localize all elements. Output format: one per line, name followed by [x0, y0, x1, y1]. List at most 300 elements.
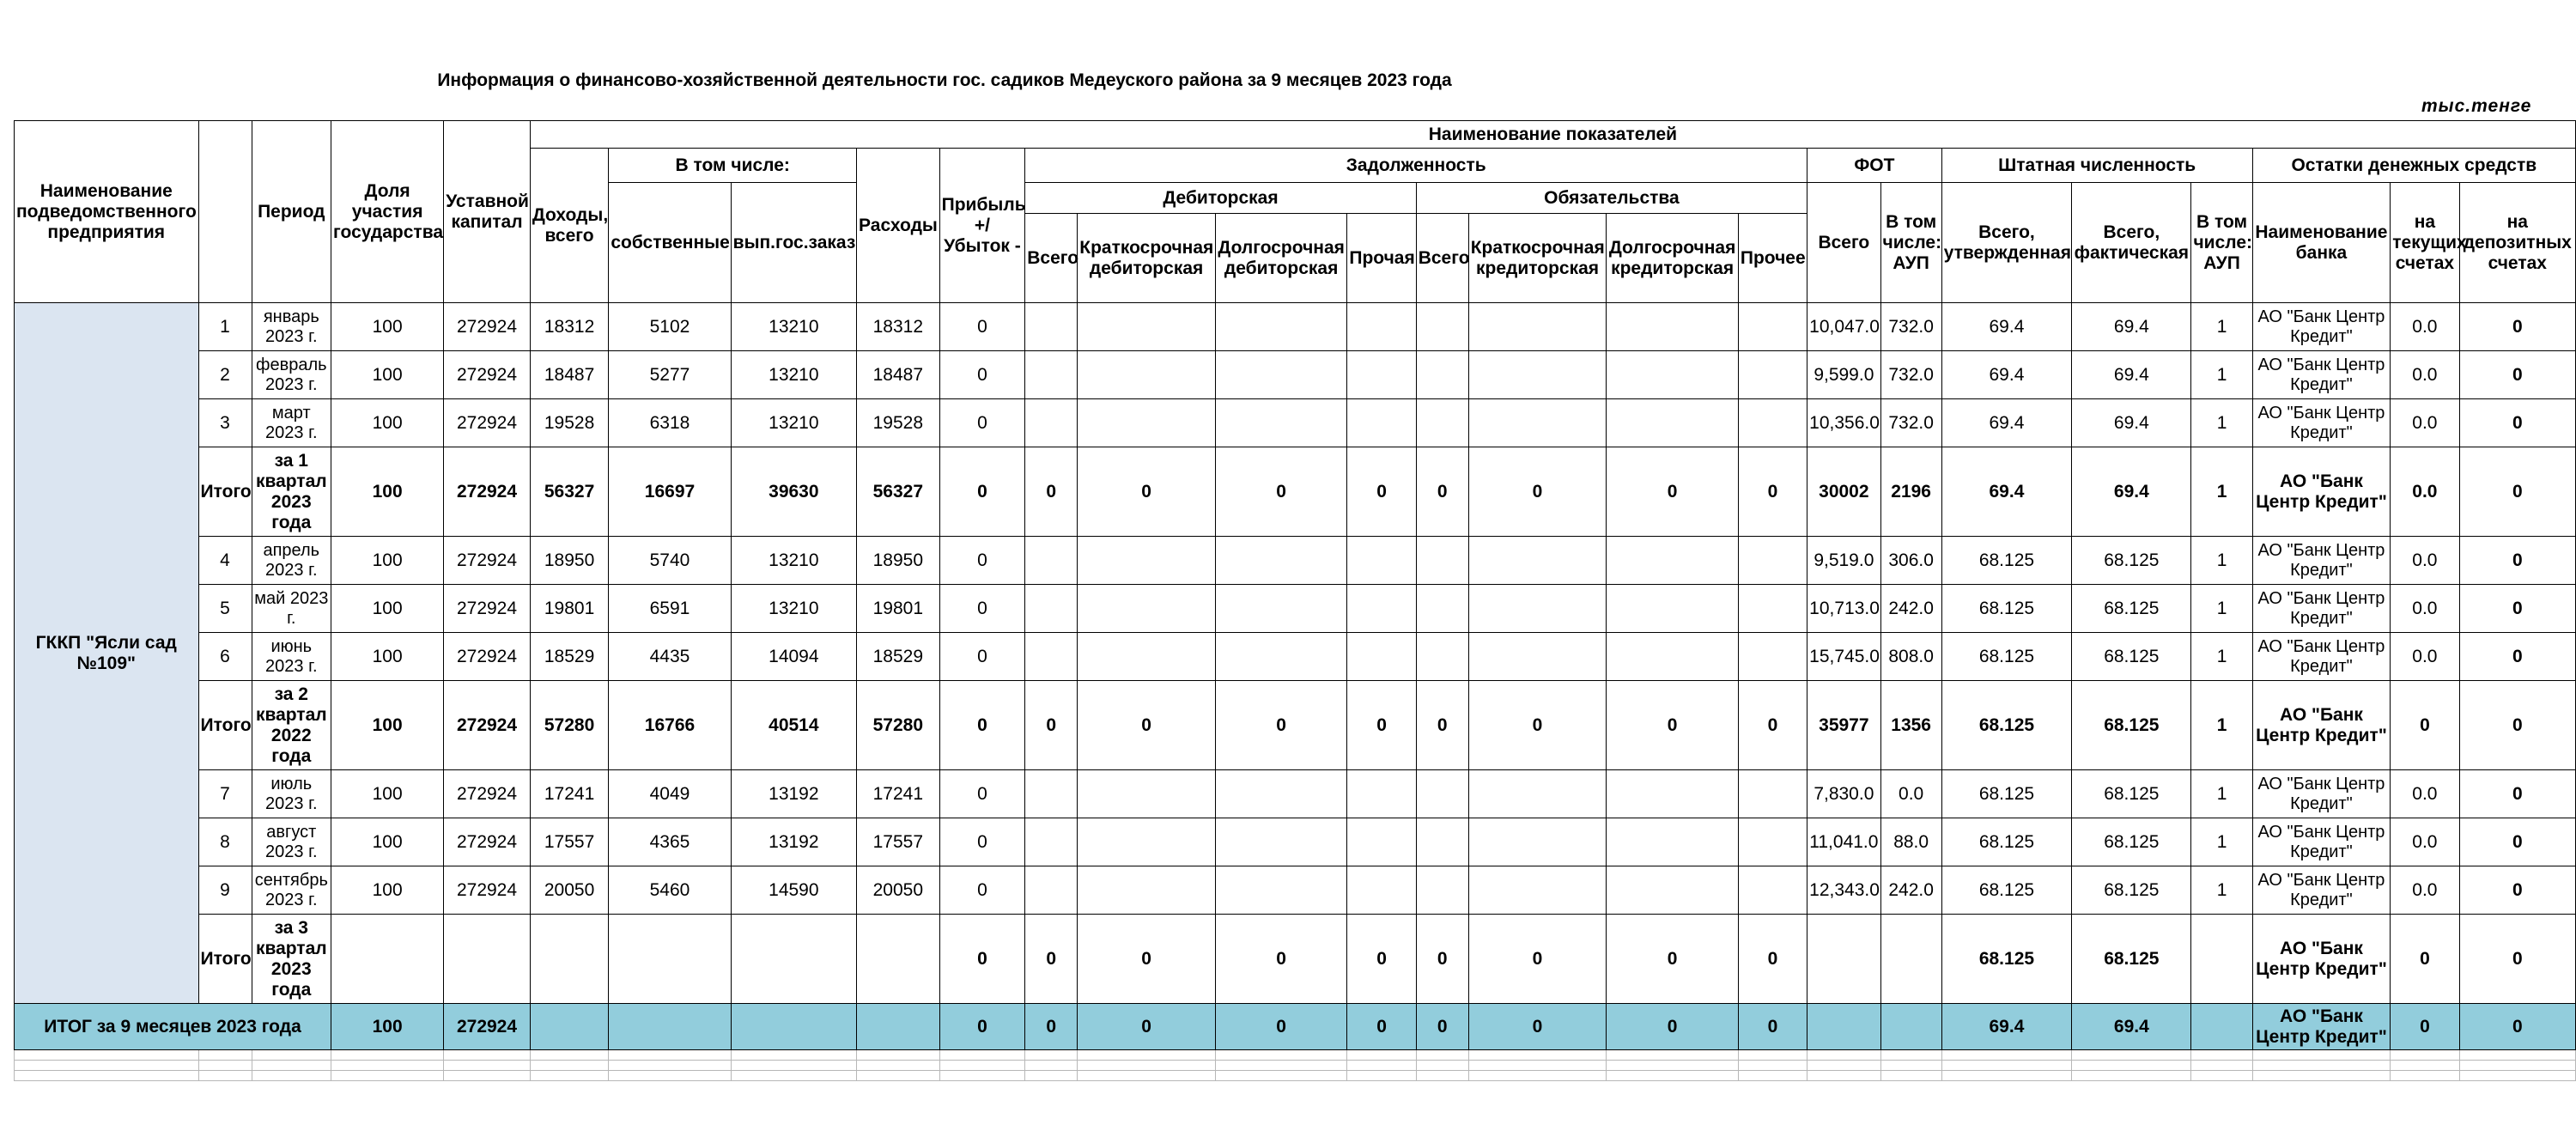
empty-cell [1025, 1061, 1078, 1071]
empty-cell [2391, 1071, 2459, 1081]
cell-deb-other [1347, 399, 1416, 447]
unit-label: тыс.тенге [2421, 96, 2532, 116]
total-fot [1807, 1004, 1880, 1050]
cell-dep: 0 [2459, 818, 2575, 866]
cell-profit: 0 [939, 770, 1025, 818]
cell-income: 19528 [530, 399, 609, 447]
cell-deb-long: 0 [1215, 681, 1347, 770]
cell-staff-fact: 69.4 [2072, 399, 2191, 447]
cell-state-order: 14590 [731, 866, 856, 915]
cell-obl-other: 0 [1738, 681, 1807, 770]
cell-fot-aup: 732.0 [1880, 351, 1941, 399]
cell-cur: 0.0 [2391, 399, 2459, 447]
empty-cell [1215, 1050, 1347, 1061]
empty-cell [1078, 1071, 1216, 1081]
header-staff: Штатная численность [1941, 149, 2252, 183]
cell-staff-fact: 69.4 [2072, 303, 2191, 351]
cell-staff-aup: 1 [2191, 447, 2252, 537]
cell-bank: АО "Банк Центр Кредит" [2252, 447, 2391, 537]
cell-obl-total [1416, 585, 1468, 633]
empty-cell [1078, 1050, 1216, 1061]
cell-share: 100 [331, 537, 444, 585]
empty-cell [1215, 1061, 1347, 1071]
cell-obl-long [1607, 303, 1739, 351]
cell-staff-aup: 1 [2191, 303, 2252, 351]
empty-cell [2072, 1071, 2191, 1081]
cell-expenses: 19801 [857, 585, 940, 633]
header-indicators: Наименование показателей [530, 121, 2575, 149]
cell-obl-long [1607, 537, 1739, 585]
cell-deb-other [1347, 537, 1416, 585]
row-number: 8 [198, 818, 252, 866]
cell-deb-short [1078, 866, 1216, 915]
total-deb-short: 0 [1078, 1004, 1216, 1050]
table-row [15, 351, 2576, 399]
cell-deb-total [1025, 399, 1078, 447]
cell-share: 100 [331, 770, 444, 818]
cell-income: 19801 [530, 585, 609, 633]
period-cell: февраль 2023 г. [252, 351, 331, 399]
period-cell: за 3 квартал 2023 года [252, 915, 331, 1004]
cell-deb-short: 0 [1078, 447, 1216, 537]
cell-state-order: 13210 [731, 585, 856, 633]
cell-staff-fact: 68.125 [2072, 585, 2191, 633]
empty-cell [2459, 1061, 2575, 1071]
cell-deb-long: 0 [1215, 915, 1347, 1004]
empty-cell [1025, 1071, 1078, 1081]
cell-obl-long: 0 [1607, 681, 1739, 770]
cell-staff-fact: 68.125 [2072, 537, 2191, 585]
empty-cell [2391, 1061, 2459, 1071]
header-liabilities: Обязательства [1416, 183, 1807, 214]
empty-cell [15, 1061, 199, 1071]
header-period: Период [252, 121, 331, 303]
cell-fot-aup: 0.0 [1880, 770, 1941, 818]
total-deb-other: 0 [1347, 1004, 1416, 1050]
header-expenses: Расходы [857, 149, 940, 303]
table-body [15, 121, 2576, 1081]
cell-obl-short [1468, 633, 1607, 681]
empty-cell [1880, 1071, 1941, 1081]
cell-share: 100 [331, 447, 444, 537]
cell-share: 100 [331, 681, 444, 770]
cell-obl-short [1468, 303, 1607, 351]
table-row [15, 633, 2576, 681]
header-staff-actual: Всего, фактическая [2072, 183, 2191, 303]
cell-capital: 272924 [444, 447, 531, 537]
cell-bank: АО "Банк Центр Кредит" [2252, 585, 2391, 633]
cell-obl-short: 0 [1468, 915, 1607, 1004]
cell-obl-other [1738, 585, 1807, 633]
cell-obl-long [1607, 770, 1739, 818]
cell-share: 100 [331, 818, 444, 866]
cell-own: 5102 [609, 303, 731, 351]
cell-fot-aup [1880, 915, 1941, 1004]
cell-staff-aup: 1 [2191, 770, 2252, 818]
total-own [609, 1004, 731, 1050]
cell-fot: 9,599.0 [1807, 351, 1880, 399]
quarter-total-row [15, 447, 2576, 537]
total-obl-other: 0 [1738, 1004, 1807, 1050]
empty-cell [1468, 1071, 1607, 1081]
cell-cur: 0 [2391, 681, 2459, 770]
cell-profit: 0 [939, 585, 1025, 633]
cell-state-order: 40514 [731, 681, 856, 770]
cell-obl-other [1738, 818, 1807, 866]
cell-obl-other [1738, 770, 1807, 818]
header-row-1 [15, 121, 2576, 149]
cell-staff-fact: 68.125 [2072, 915, 2191, 1004]
empty-cell [198, 1061, 252, 1071]
cell-expenses: 18487 [857, 351, 940, 399]
cell-cur: 0 [2391, 915, 2459, 1004]
empty-cell [1941, 1071, 2071, 1081]
cell-deb-short [1078, 537, 1216, 585]
empty-cell [444, 1061, 531, 1071]
cell-obl-total [1416, 303, 1468, 351]
cell-own [609, 915, 731, 1004]
cell-capital: 272924 [444, 399, 531, 447]
cell-bank: АО "Банк Центр Кредит" [2252, 681, 2391, 770]
cell-deb-long [1215, 537, 1347, 585]
cell-obl-other: 0 [1738, 447, 1807, 537]
cell-fot: 15,745.0 [1807, 633, 1880, 681]
cell-deb-long [1215, 770, 1347, 818]
header-short-receivable: Краткосрочная дебиторская [1078, 214, 1216, 303]
row-number: Итого [198, 447, 252, 537]
cell-fot-aup: 732.0 [1880, 399, 1941, 447]
cell-fot: 11,041.0 [1807, 818, 1880, 866]
cell-deb-total [1025, 351, 1078, 399]
cell-cur: 0.0 [2391, 818, 2459, 866]
total-state-order [731, 1004, 856, 1050]
cell-obl-other [1738, 537, 1807, 585]
header-own: собственные [609, 183, 731, 303]
cell-obl-total [1416, 770, 1468, 818]
cell-obl-long [1607, 351, 1739, 399]
header-long-payable: Долгосрочная кредиторская [1607, 214, 1739, 303]
cell-deb-short [1078, 818, 1216, 866]
cell-dep: 0 [2459, 447, 2575, 537]
empty-cell [1807, 1050, 1880, 1061]
cell-state-order: 13210 [731, 351, 856, 399]
cell-staff-aup [2191, 915, 2252, 1004]
cell-obl-total [1416, 818, 1468, 866]
cell-obl-long [1607, 585, 1739, 633]
cell-income: 18312 [530, 303, 609, 351]
period-cell: май 2023 г. [252, 585, 331, 633]
cell-cur: 0.0 [2391, 585, 2459, 633]
cell-obl-total: 0 [1416, 447, 1468, 537]
period-cell: за 2 квартал 2022 года [252, 681, 331, 770]
quarter-total-row [15, 915, 2576, 1004]
cell-cur: 0.0 [2391, 351, 2459, 399]
cell-staff-fact: 68.125 [2072, 633, 2191, 681]
empty-row [15, 1071, 2576, 1081]
table-row [15, 399, 2576, 447]
report-table [14, 120, 2576, 1081]
cell-staff-appr: 68.125 [1941, 633, 2071, 681]
header-bank: Наименование банка [2252, 183, 2391, 303]
empty-cell [1941, 1050, 2071, 1061]
cell-capital: 272924 [444, 681, 531, 770]
row-number: 9 [198, 866, 252, 915]
cell-deb-other: 0 [1347, 915, 1416, 1004]
cell-expenses: 20050 [857, 866, 940, 915]
cell-obl-short [1468, 770, 1607, 818]
cell-dep: 0 [2459, 585, 2575, 633]
cell-state-order: 39630 [731, 447, 856, 537]
quarter-total-row [15, 681, 2576, 770]
cell-own: 4435 [609, 633, 731, 681]
cell-income [530, 915, 609, 1004]
cell-deb-other [1347, 351, 1416, 399]
cell-obl-short [1468, 585, 1607, 633]
cell-state-order: 13192 [731, 770, 856, 818]
cell-fot: 30002 [1807, 447, 1880, 537]
cell-deb-long [1215, 303, 1347, 351]
cell-deb-total: 0 [1025, 447, 1078, 537]
cell-state-order: 13210 [731, 399, 856, 447]
total-bank: АО "Банк Центр Кредит" [2252, 1004, 2391, 1050]
header-payroll-aup: В том числе: АУП [1880, 183, 1941, 303]
cell-own: 5740 [609, 537, 731, 585]
cell-deb-other [1347, 866, 1416, 915]
empty-row [15, 1050, 2576, 1061]
period-cell: август 2023 г. [252, 818, 331, 866]
cell-profit: 0 [939, 351, 1025, 399]
empty-cell [1738, 1071, 1807, 1081]
cell-share [331, 915, 444, 1004]
total-obl-long: 0 [1607, 1004, 1739, 1050]
table-row [15, 537, 2576, 585]
empty-cell [530, 1061, 609, 1071]
cell-staff-aup: 1 [2191, 537, 2252, 585]
cell-staff-appr: 68.125 [1941, 681, 2071, 770]
header-liabilities-total: Всего [1416, 214, 1468, 303]
cell-profit: 0 [939, 399, 1025, 447]
cell-fot-aup: 242.0 [1880, 585, 1941, 633]
cell-own: 5460 [609, 866, 731, 915]
header-receivable-other: Прочая [1347, 214, 1416, 303]
period-cell: апрель 2023 г. [252, 537, 331, 585]
cell-fot-aup: 1356 [1880, 681, 1941, 770]
header-state-share: Доля участия государства [331, 121, 444, 303]
empty-cell [2252, 1050, 2391, 1061]
table-row [15, 770, 2576, 818]
cell-staff-appr: 69.4 [1941, 351, 2071, 399]
row-number: 6 [198, 633, 252, 681]
cell-deb-short [1078, 633, 1216, 681]
empty-cell [1607, 1061, 1739, 1071]
cell-capital: 272924 [444, 537, 531, 585]
empty-cell [2191, 1071, 2252, 1081]
period-cell: январь 2023 г. [252, 303, 331, 351]
empty-cell [939, 1050, 1025, 1061]
cell-obl-long [1607, 399, 1739, 447]
cell-dep: 0 [2459, 866, 2575, 915]
cell-dep: 0 [2459, 770, 2575, 818]
cell-own: 6591 [609, 585, 731, 633]
cell-deb-total [1025, 585, 1078, 633]
empty-cell [198, 1071, 252, 1081]
cell-own: 4365 [609, 818, 731, 866]
empty-cell [2072, 1050, 2191, 1061]
cell-bank: АО "Банк Центр Кредит" [2252, 915, 2391, 1004]
cell-capital: 272924 [444, 633, 531, 681]
cell-profit: 0 [939, 633, 1025, 681]
empty-cell [1807, 1071, 1880, 1081]
header-long-receivable: Долгосрочная дебиторская [1215, 214, 1347, 303]
cell-deb-other: 0 [1347, 681, 1416, 770]
cell-staff-appr: 68.125 [1941, 818, 2071, 866]
cell-staff-fact: 68.125 [2072, 681, 2191, 770]
cell-profit: 0 [939, 681, 1025, 770]
total-staff-fact: 69.4 [2072, 1004, 2191, 1050]
cell-state-order [731, 915, 856, 1004]
cell-staff-appr: 68.125 [1941, 585, 2071, 633]
empty-cell [731, 1050, 856, 1061]
empty-cell [331, 1050, 444, 1061]
cell-staff-aup: 1 [2191, 818, 2252, 866]
empty-cell [2191, 1050, 2252, 1061]
total-capital: 272924 [444, 1004, 531, 1050]
cell-deb-long [1215, 351, 1347, 399]
empty-cell [1347, 1071, 1416, 1081]
empty-cell [939, 1061, 1025, 1071]
cell-staff-fact: 68.125 [2072, 866, 2191, 915]
empty-cell [1607, 1071, 1739, 1081]
cell-deb-short: 0 [1078, 915, 1216, 1004]
header-current-accounts: на текущих счетах [2391, 183, 2459, 303]
cell-profit: 0 [939, 537, 1025, 585]
empty-cell [444, 1050, 531, 1061]
cell-obl-total [1416, 537, 1468, 585]
cell-deb-short [1078, 351, 1216, 399]
cell-fot: 7,830.0 [1807, 770, 1880, 818]
cell-profit: 0 [939, 818, 1025, 866]
cell-expenses: 18312 [857, 303, 940, 351]
empty-cell [1078, 1061, 1216, 1071]
cell-share: 100 [331, 303, 444, 351]
total-deb-long: 0 [1215, 1004, 1347, 1050]
empty-cell [731, 1061, 856, 1071]
cell-income: 17557 [530, 818, 609, 866]
row-number: Итого [198, 681, 252, 770]
header-short-payable: Краткосрочная кредиторская [1468, 214, 1607, 303]
empty-cell [530, 1050, 609, 1061]
cell-cur: 0.0 [2391, 866, 2459, 915]
cell-fot [1807, 915, 1880, 1004]
empty-cell [857, 1050, 940, 1061]
empty-row [15, 1061, 2576, 1071]
enterprise-name: ГККП "Ясли сад №109" [15, 303, 199, 1004]
cell-bank: АО "Банк Центр Кредит" [2252, 399, 2391, 447]
period-cell: июнь 2023 г. [252, 633, 331, 681]
empty-cell [2459, 1071, 2575, 1081]
row-number: 5 [198, 585, 252, 633]
cell-staff-fact: 68.125 [2072, 770, 2191, 818]
cell-deb-other [1347, 770, 1416, 818]
cell-capital [444, 915, 531, 1004]
cell-bank: АО "Банк Центр Кредит" [2252, 303, 2391, 351]
cell-deb-total [1025, 770, 1078, 818]
cell-dep: 0 [2459, 537, 2575, 585]
cell-dep: 0 [2459, 303, 2575, 351]
cell-deb-long [1215, 585, 1347, 633]
cell-dep: 0 [2459, 399, 2575, 447]
cell-fot: 10,356.0 [1807, 399, 1880, 447]
cell-staff-appr: 69.4 [1941, 447, 2071, 537]
cell-profit: 0 [939, 447, 1025, 537]
cell-deb-short: 0 [1078, 681, 1216, 770]
cell-dep: 0 [2459, 915, 2575, 1004]
row-number: 2 [198, 351, 252, 399]
cell-expenses: 56327 [857, 447, 940, 537]
cell-obl-other [1738, 399, 1807, 447]
empty-cell [1468, 1050, 1607, 1061]
cell-state-order: 13210 [731, 303, 856, 351]
empty-cell [198, 1050, 252, 1061]
cell-deb-long [1215, 818, 1347, 866]
cell-bank: АО "Банк Центр Кредит" [2252, 818, 2391, 866]
cell-deb-other [1347, 303, 1416, 351]
report-title: Информация о финансово-хозяйственной деятельности гос. садиков Медеуского района за 9 месяцев 2023 года [437, 70, 1452, 90]
empty-cell [1738, 1050, 1807, 1061]
cell-dep: 0 [2459, 681, 2575, 770]
cell-obl-short [1468, 399, 1607, 447]
cell-obl-short [1468, 351, 1607, 399]
empty-cell [252, 1071, 331, 1081]
empty-cell [1215, 1071, 1347, 1081]
row-number: 1 [198, 303, 252, 351]
cell-staff-aup: 1 [2191, 399, 2252, 447]
empty-cell [857, 1071, 940, 1081]
header-deposit-accounts: на депозитных счетах [2459, 183, 2575, 303]
header-debt: Задолженность [1025, 149, 1807, 183]
cell-obl-total [1416, 866, 1468, 915]
cell-staff-appr: 68.125 [1941, 770, 2071, 818]
header-state-order: вып.гос.заказ [731, 183, 856, 303]
empty-cell [1607, 1050, 1739, 1061]
cell-staff-appr: 69.4 [1941, 399, 2071, 447]
cell-deb-long: 0 [1215, 447, 1347, 537]
cell-fot-aup: 242.0 [1880, 866, 1941, 915]
cell-deb-long [1215, 633, 1347, 681]
empty-cell [444, 1071, 531, 1081]
cell-deb-other: 0 [1347, 447, 1416, 537]
cell-deb-total [1025, 633, 1078, 681]
cell-income: 18529 [530, 633, 609, 681]
cell-dep: 0 [2459, 351, 2575, 399]
grand-total-row [15, 1004, 2576, 1050]
cell-expenses: 18529 [857, 633, 940, 681]
cell-obl-short: 0 [1468, 681, 1607, 770]
cell-deb-total: 0 [1025, 681, 1078, 770]
cell-obl-total [1416, 399, 1468, 447]
cell-staff-aup: 1 [2191, 866, 2252, 915]
cell-state-order: 13210 [731, 537, 856, 585]
period-cell: сентябрь 2023 г. [252, 866, 331, 915]
empty-cell [1880, 1061, 1941, 1071]
cell-income: 18487 [530, 351, 609, 399]
cell-bank: АО "Банк Центр Кредит" [2252, 770, 2391, 818]
table-row [15, 585, 2576, 633]
cell-deb-total [1025, 537, 1078, 585]
cell-deb-other [1347, 633, 1416, 681]
empty-cell [609, 1071, 731, 1081]
header-staff-aup: В том числе: АУП [2191, 183, 2252, 303]
